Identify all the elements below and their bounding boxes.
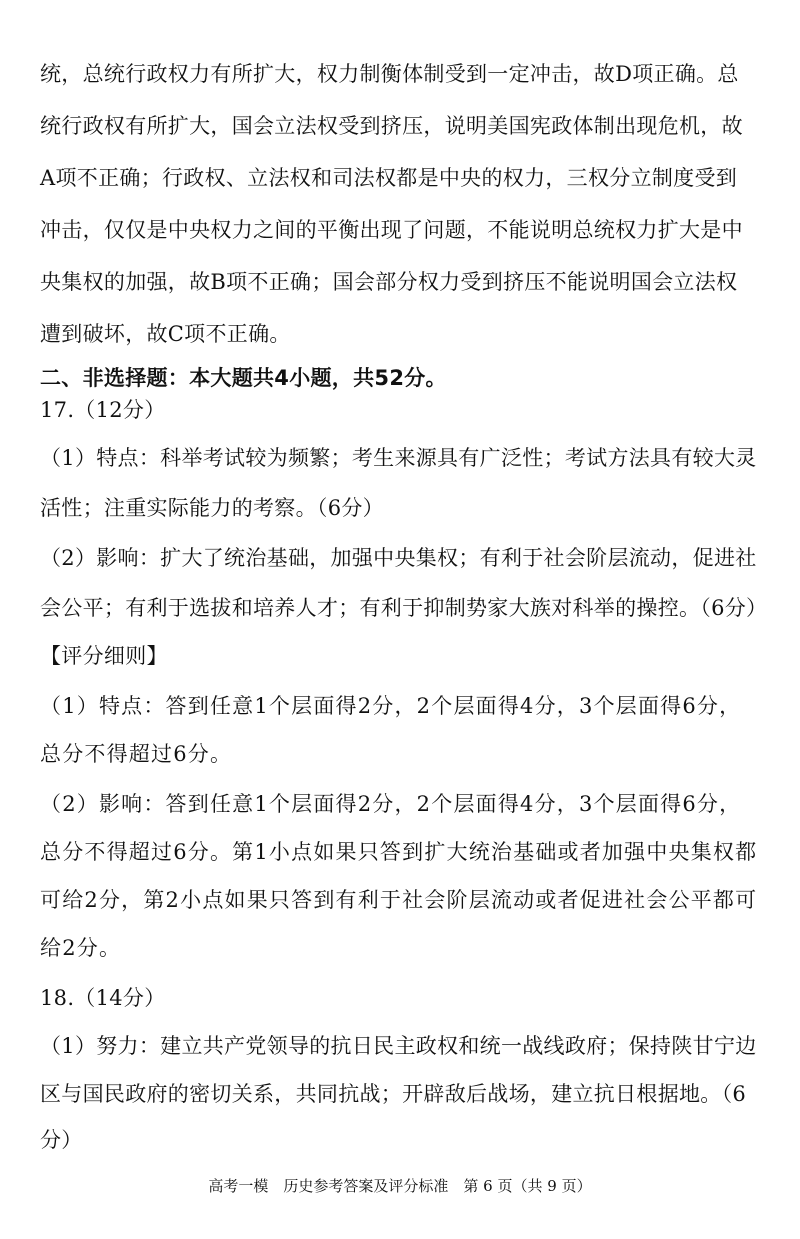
rubric-line: 总分不得超过6分。第1小点如果只答到扩大统治基础或者加强中央集权都 <box>40 840 758 864</box>
rubric-title: 【评分细则】 <box>40 644 168 668</box>
text-line: A项不正确；行政权、立法权和司法权都是中央的权力，三权分立制度受到 <box>40 166 738 190</box>
rubric-line: （2）影响：答到任意1个层面得2分，2个层面得4分，3个层面得6分， <box>40 792 742 816</box>
rubric-line: （1）特点：答到任意1个层面得2分，2个层面得4分，3个层面得6分， <box>40 694 742 718</box>
page-footer: 高考一模 历史参考答案及评分标准 第 6 页（共 9 页） <box>208 1177 592 1195</box>
text-line: 央集权的加强，故B项不正确；国会部分权力受到挤压不能说明国会立法权 <box>40 270 738 294</box>
text-line: 统，总统行政权力有所扩大，权力制衡体制受到一定冲击，故D项正确。总 <box>40 62 739 86</box>
answer-line: （1）努力：建立共产党领导的抗日民主政权和统一战线政府；保持陕甘宁边 <box>40 1034 757 1058</box>
rubric-line: 给2分。 <box>40 936 122 960</box>
rubric-line: 总分不得超过6分。 <box>40 742 233 766</box>
rubric-line: 可给2分，第2小点如果只答到有利于社会阶层流动或者促进社会公平都可 <box>40 888 758 912</box>
text-line: 遭到破坏，故C项不正确。 <box>40 322 291 346</box>
answer-line: 区与国民政府的密切关系，共同抗战；开辟敌后战场，建立抗日根据地。（6 <box>40 1082 747 1106</box>
answer-line: （1）特点：科举考试较为频繁；考生来源具有广泛性；考试方法具有较大灵 <box>40 446 757 470</box>
text-line: 冲击，仅仅是中央权力之间的平衡出现了问题，不能说明总统权力扩大是中 <box>40 218 743 242</box>
section-heading: 二、非选择题：本大题共4小题，共52分。 <box>40 366 447 390</box>
question-number: 17.（12分） <box>40 398 166 422</box>
answer-line: （2）影响：扩大了统治基础，加强中央集权；有利于社会阶层流动，促进社 <box>40 546 757 570</box>
answer-line: 活性；注重实际能力的考察。（6分） <box>40 496 384 520</box>
answer-line: 分） <box>40 1128 83 1152</box>
question-number: 18.（14分） <box>40 986 166 1010</box>
text-line: 统行政权有所扩大，国会立法权受到挤压，说明美国宪政体制出现危机，故 <box>40 114 743 138</box>
answer-line: 会公平；有利于选拔和培养人才；有利于抑制势家大族对科举的操控。（6分） <box>40 596 768 620</box>
